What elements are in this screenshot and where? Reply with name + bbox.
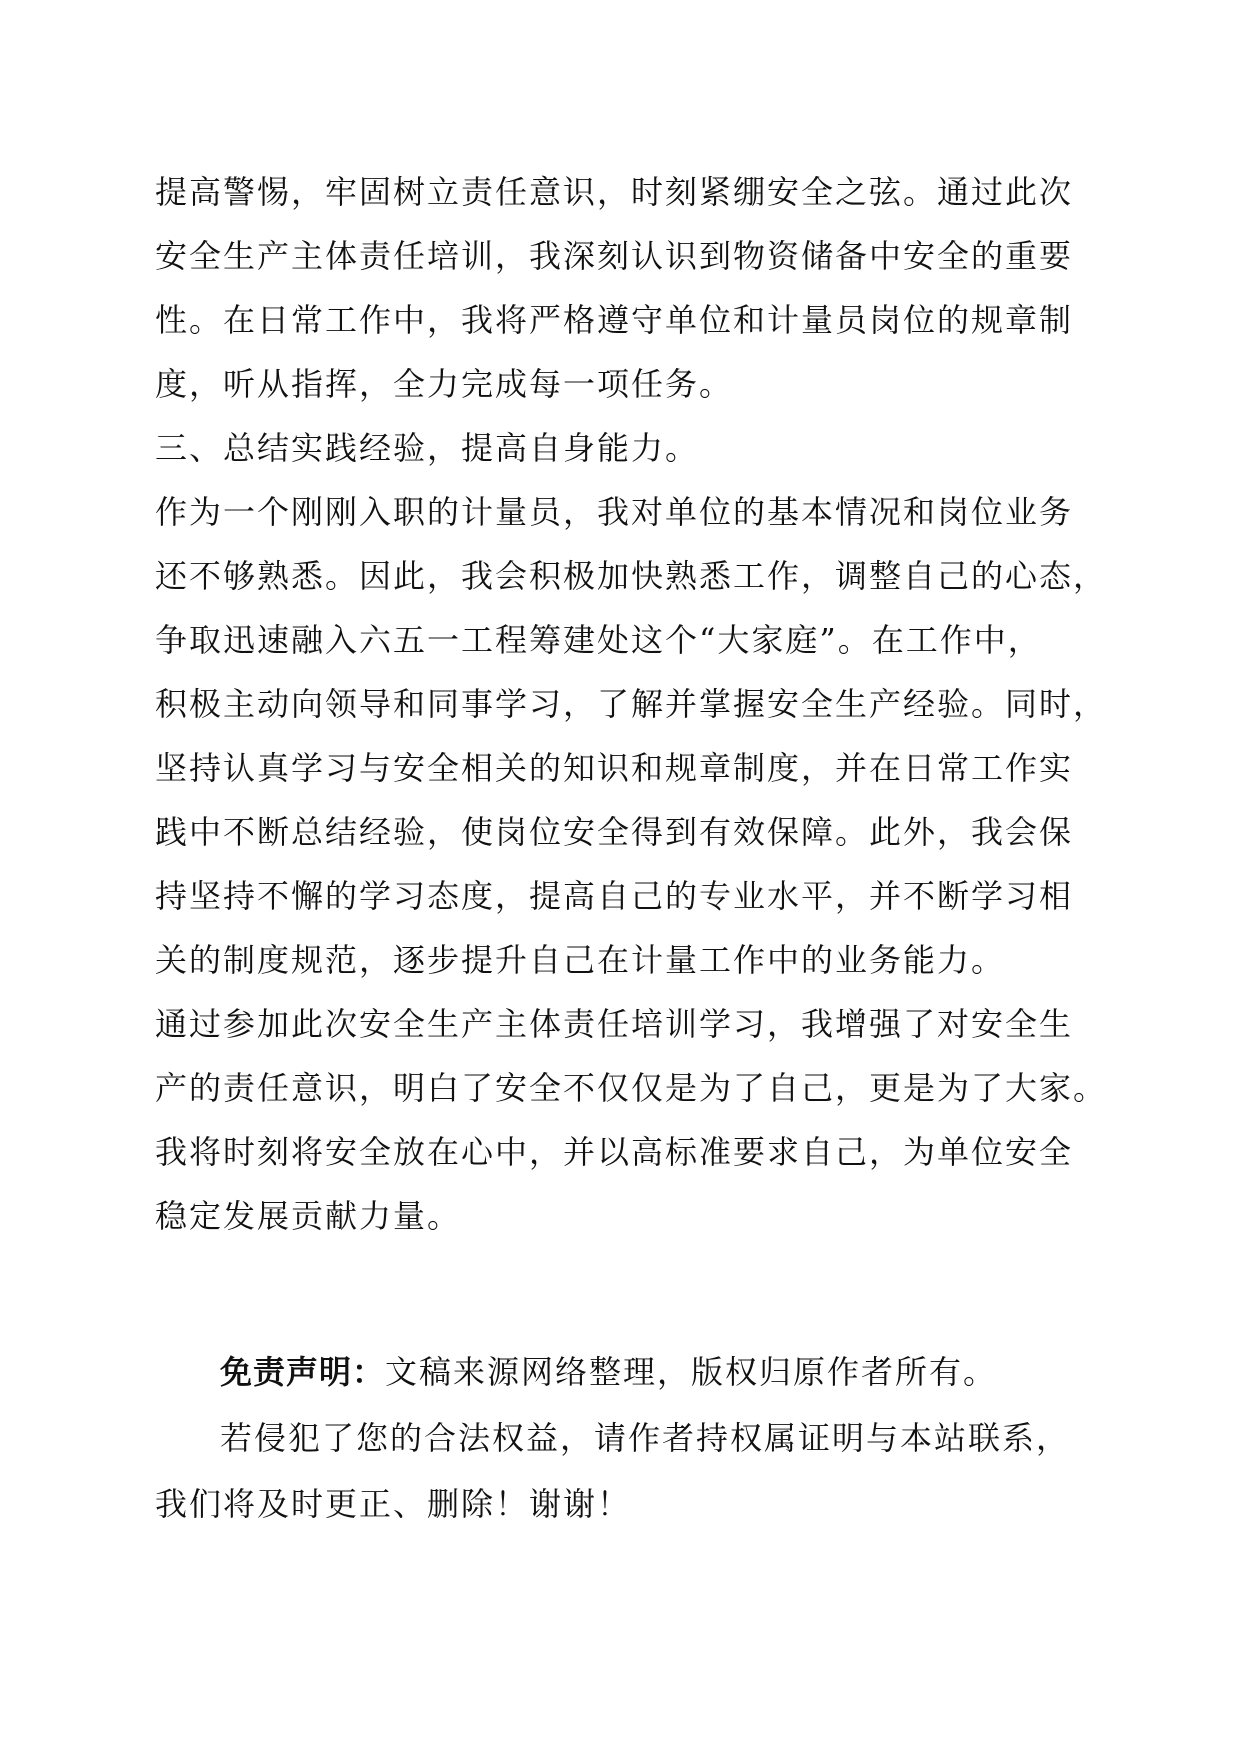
body-line-4: 度，听从指挥，全力完成每一项任务。 [155, 365, 734, 403]
body-line-10: 坚持认真学习与安全相关的知识和规章制度，并在日常工作实 [155, 749, 1074, 787]
body-line-15: 产的责任意识，明白了安全不仅仅是为了自己，更是为了大家。 [155, 1069, 1108, 1107]
body-line-11: 践中不断总结经验，使岗位安全得到有效保障。此外，我会保 [155, 813, 1074, 851]
body-line-17: 稳定发展贡献力量。 [155, 1197, 462, 1235]
body-line-7: 还不够熟悉。因此，我会积极加快熟悉工作，调整自己的心态， [155, 557, 1108, 595]
disclaimer-line-1 [220, 1352, 997, 1392]
body-line-2: 安全生产主体责任培训，我深刻认识到物资储备中安全的重要 [155, 237, 1074, 275]
body-line-6: 作为一个刚刚入职的计量员，我对单位的基本情况和岗位业务 [155, 493, 1074, 531]
body-line-16: 我将时刻将安全放在心中，并以高标准要求自己，为单位安全 [155, 1133, 1074, 1171]
body-line-14: 通过参加此次安全生产主体责任培训学习，我增强了对安全生 [155, 1005, 1074, 1043]
body-line-12: 持坚持不懈的学习态度，提高自己的专业水平，并不断学习相 [155, 877, 1074, 915]
disclaimer-line-3: 我们将及时更正、删除！谢谢！ [155, 1485, 632, 1523]
body-line-3: 性。在日常工作中，我将严格遵守单位和计量员岗位的规章制 [155, 301, 1074, 339]
disclaimer-text: 文稿来源网络整理，版权归原作者所有。 [385, 1353, 998, 1391]
body-line-8: 争取迅速融入六五一工程筹建处这个“大家庭”。在工作中， [155, 621, 1042, 659]
body-line-13: 关的制度规范，逐步提升自己在计量工作中的业务能力。 [155, 941, 1006, 979]
disclaimer-label: 免责声明： [220, 1353, 386, 1391]
body-line-9: 积极主动向领导和同事学习，了解并掌握安全生产经验。同时， [155, 685, 1108, 723]
body-line-1: 提高警惕，牢固树立责任意识，时刻紧绷安全之弦。通过此次 [155, 173, 1074, 211]
disclaimer-line-2: 若侵犯了您的合法权益，请作者持权属证明与本站联系， [220, 1419, 1071, 1457]
section-heading-3: 三、总结实践经验，提高自身能力。 [155, 429, 700, 467]
